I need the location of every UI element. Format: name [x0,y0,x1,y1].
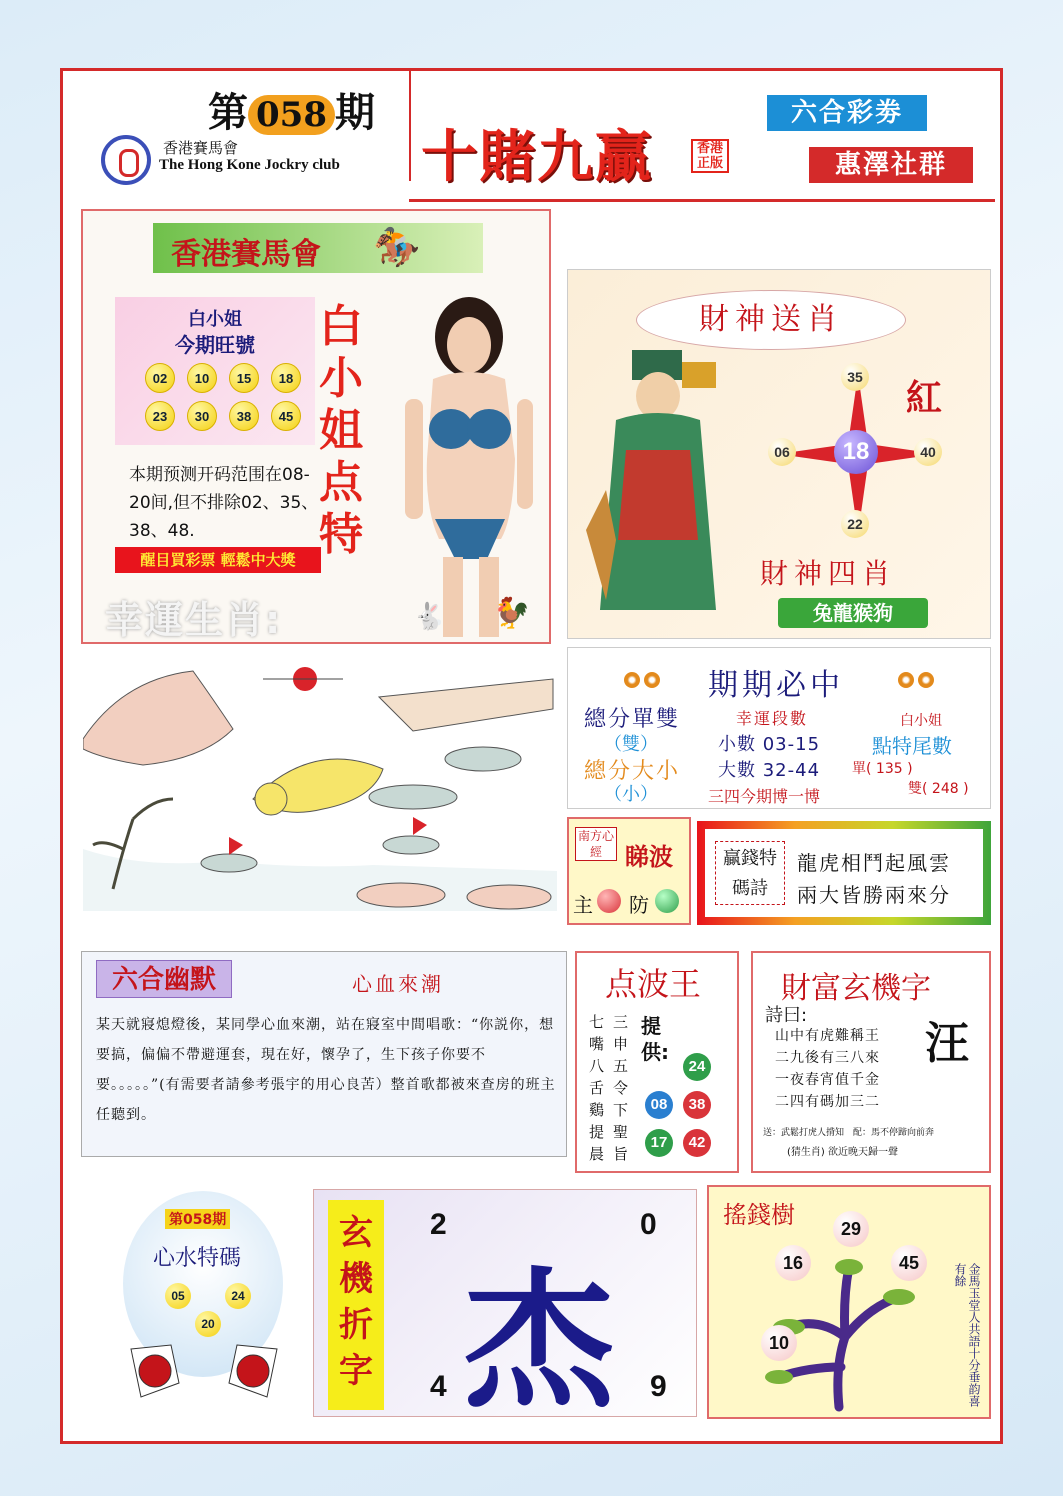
poem-panel [697,821,991,925]
main-title: 十賭九贏 [421,124,653,190]
lucky-zodiac-label: 幸運生肖: [105,598,283,642]
cartoon-scene-icon [83,649,557,911]
bowang-ball: 08 [645,1091,673,1119]
title-tag: 香港正版 [691,139,729,173]
fortune-panel [751,951,991,1173]
cartoon-panel [83,649,557,911]
xinshui-ball: 24 [225,1283,251,1309]
big-range: 大數 32-44 [718,760,821,781]
bowang-title: 点波王 [605,965,702,1003]
poem-line2: 兩大皆勝兩來分 [797,883,951,907]
split-top-left-number: 2 [430,1208,447,1241]
total-big-small-value: （小） [604,784,658,805]
fortune-poem-label: 詩曰: [765,1005,808,1026]
fortune-line: 二九後有三八來 [775,1050,880,1066]
bowang-ball: 24 [683,1053,711,1081]
green-ball-icon [655,889,679,913]
page-frame [60,68,1003,1444]
odd-tail: 單( 135 ) [852,761,913,777]
even-tail: 雙( 248 ) [908,781,969,797]
poem-line1: 龍虎相鬥起風雲 [797,851,951,875]
star-top-number: 35 [841,363,869,391]
nanfang-tag: 南方心經 [575,827,617,861]
hot-number-ball: 45 [271,401,301,431]
hot-number-ball: 23 [145,401,175,431]
jockey-club-logo-icon [101,135,151,185]
hot-number-ball: 15 [229,363,259,393]
bowang-col1: 七嘴八舌鷄提晨 [589,1013,605,1163]
god-oval-title: 財神送肖 [636,290,906,350]
rabbit-icon: 🐇 [413,602,446,632]
poem-inner [705,829,983,917]
bowang-ball: 42 [683,1129,711,1157]
money-tree-ball: 10 [761,1325,797,1361]
hot-number-ball: 30 [187,401,217,431]
dot-icon [624,672,640,688]
promo-panel [81,209,551,644]
red-ball-icon [597,889,621,913]
model-figure-icon [383,289,547,639]
qiqi-title: 期期必中 [708,668,844,703]
split-top-right-number: 0 [640,1208,657,1241]
four-zodiac-value: 兔龍猴狗 [778,598,928,628]
star-left-number: 06 [768,438,796,466]
lucky-range-label: 幸運段數 [736,709,809,728]
dot-icon [918,672,934,688]
bowang-provide: 提供: [641,1014,669,1064]
total-big-small-label: 總分大小 [584,759,681,784]
dot-icon [898,672,914,688]
god-of-wealth-figure-icon [586,340,736,620]
boxing-glove-icon [121,1339,185,1403]
hot-numbers-box [115,297,315,445]
bowang-ball: 38 [683,1091,711,1119]
humor-text: 某天就寢熄燈後，某同學心血來潮，站在寢室中間唱歌：“你説你，想要搞，偏偏不帶避運套，現在好，懷孕了，生下孩子你要不要。。。。。”(有需要者請參考張宇的用心良苦）整首歌都被來查房的班主任聽到。 [96,1017,556,1123]
fortune-foot1: 送：武鬆打虎人揹知 配：馬不停蹄向前奔 [763,1128,935,1138]
money-tree-title: 搖錢樹 [723,1201,795,1229]
fortune-foot2: (猜生肖) 欲近晚天歸一聲 [787,1147,898,1158]
money-tree-panel [707,1185,991,1419]
hot-number-ball: 38 [229,401,259,431]
xinshui-panel [103,1191,323,1431]
split-side-box [328,1200,384,1410]
humor-tag: 六合幽默 [96,960,232,998]
tail-label-small: 白小姐 [900,713,942,729]
xinshui-issue: 第058期 [165,1209,230,1229]
nanfang-panel [567,817,691,925]
fortune-title: 財富玄機字 [781,971,931,1006]
header-line [409,199,995,202]
money-tree-ball: 45 [891,1245,927,1281]
split-bottom-left-number: 4 [430,1370,447,1403]
hot-number-ball: 18 [271,363,301,393]
split-char-panel [313,1189,697,1429]
star-center-number: 18 [834,430,878,474]
main-pick-label: 主 [573,893,593,917]
hot-number-ball: 02 [145,363,175,393]
nanfang-title: 睇波 [625,843,673,871]
total-odd-even-value: （雙） [604,734,658,755]
fortune-big-char: 汪 [925,1018,969,1069]
range-note: 三四今期博一博 [708,787,821,806]
horse-racing-icon: 🏇 [373,225,421,269]
small-range: 小數 03-15 [718,734,821,755]
hot-numbers-label1: 白小姐 [188,309,242,330]
community-badge: 惠澤社群 [809,147,973,183]
humor-panel [81,951,567,1157]
club-name-cn: 香港賽馬會 [163,139,239,157]
header-divider [409,71,411,181]
issue-number-pill: 058 [248,95,335,135]
guard-pick-label: 防 [629,893,649,917]
xinshui-ball: 20 [195,1311,221,1337]
tail-label: 點特尾數 [872,734,952,758]
prediction-text: 本期预测开码范围在08-20间,但不排除02、35、38、48. [129,465,319,541]
humor-subtitle: 心血來潮 [352,972,444,996]
lottery-badge: 六合彩劵 [767,95,927,131]
split-bottom-right-number: 9 [650,1370,667,1403]
fortune-line: 山中有虎難稱王 [775,1028,880,1044]
bowang-ball: 17 [645,1129,673,1157]
star-bottom-number: 22 [841,510,869,538]
issue-number: 第 058 期 [208,89,375,136]
split-side-text: 玄機折字 [339,1213,373,1391]
star-right-number: 40 [914,438,942,466]
four-zodiac-label: 財神四肖 [760,557,897,590]
poem-tag: 贏錢特碼詩 [715,841,785,905]
qiqi-panel [567,647,991,809]
bowang-col2: 三申五令下聖旨 [613,1013,629,1163]
fortune-line: 二四有碼加三二 [775,1094,880,1110]
god-of-wealth-panel [567,269,991,639]
bowang-panel [575,951,739,1173]
hot-number-ball: 10 [187,363,217,393]
money-tree-side-text: 金馬玉堂人共語十分垂韵喜有餘 [953,1263,981,1407]
fortune-line: 一夜春宵值千金 [775,1072,880,1088]
vertical-title: 白小姐点特 [319,301,363,560]
promo-banner-title: 香港賽馬會 [171,237,321,272]
hot-numbers-label2: 今期旺號 [175,333,255,357]
xinshui-title: 心水特碼 [153,1246,242,1271]
fortune-lines [775,1025,925,1113]
money-tree-ball: 29 [833,1211,869,1247]
red-label: 紅 [906,377,943,419]
money-tree-ball: 16 [775,1245,811,1281]
promo-strip: 醒目買彩票 輕鬆中大獎 [115,547,321,573]
club-name-en: The Hong Kone Jockry club [159,157,340,173]
rooster-icon: 🐓 [493,596,531,631]
total-odd-even-label: 總分單雙 [584,707,681,732]
split-big-char: 杰 [464,1253,615,1429]
xinshui-ball: 05 [165,1283,191,1309]
boxing-glove-icon [223,1339,287,1403]
dot-icon [644,672,660,688]
